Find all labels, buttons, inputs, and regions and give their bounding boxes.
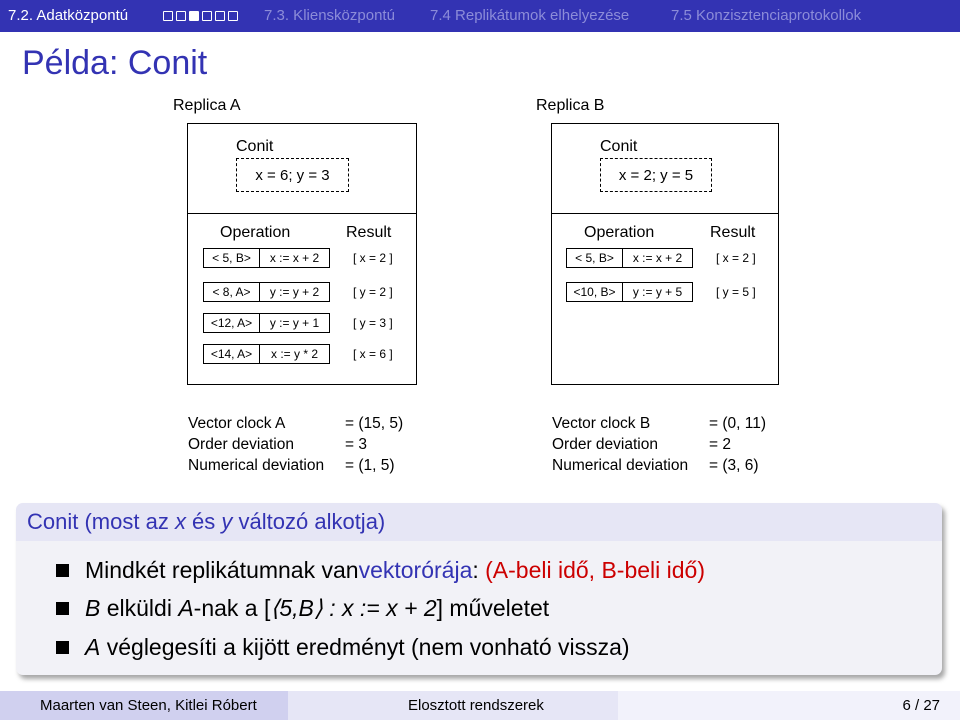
replica-b-vector-clock-label: Vector clock B xyxy=(552,415,651,432)
nav-section-7-5[interactable]: 7.5 Konzisztenciaprotokollok xyxy=(671,7,862,24)
timestamp: <10, B> xyxy=(566,282,623,302)
replica-a-conit-value: x = 6; y = 3 xyxy=(255,166,330,184)
replica-a-label: Replica A xyxy=(173,97,241,114)
operation: x := y * 2 xyxy=(260,344,330,364)
nav-section-7-3[interactable]: 7.3. Kliensközpontú xyxy=(264,7,395,24)
replica-a-order-deviation-label: Order deviation xyxy=(188,436,294,453)
replica-a-numerical-deviation-value: = (1, 5) xyxy=(345,457,395,474)
operation-formula: ⟨5,B⟩ : x := x + 2 xyxy=(270,595,437,621)
timestamp: <12, A> xyxy=(203,313,260,333)
footer xyxy=(0,691,960,720)
bullet-item-2: B elküldi A -nak a [ ⟨5,B⟩ : x := x + 2 ] műveletet xyxy=(56,595,549,622)
slide-dot-1[interactable] xyxy=(163,11,173,21)
replica-b-vector-clock-value: = (0, 11) xyxy=(709,415,767,432)
block-header xyxy=(16,503,942,541)
replica-b-result-header: Result xyxy=(710,224,756,241)
bullet-square-icon xyxy=(56,641,69,654)
bullet-square-icon xyxy=(56,602,69,615)
replica-b-label: Replica B xyxy=(536,97,605,114)
replica-b-conit-label: Conit xyxy=(600,138,638,155)
vector-clock-link[interactable]: vektorórája xyxy=(358,557,473,583)
footer-authors: Maarten van Steen, Kitlei Róbert xyxy=(0,691,288,720)
replica-a-op-row-1 xyxy=(203,248,393,268)
replica-a-conit-box xyxy=(236,158,349,192)
replica-a-conit-label: Conit xyxy=(236,138,274,155)
replica-a-result-header: Result xyxy=(346,224,392,241)
replica-b-numerical-deviation-value: = (3, 6) xyxy=(709,457,759,474)
replica-a-op-row-2 xyxy=(203,282,393,302)
slide-dot-4[interactable] xyxy=(202,11,212,21)
slide-dot-5[interactable] xyxy=(215,11,225,21)
replica-a-order-deviation-value: = 3 xyxy=(345,436,367,453)
replica-b-conit-value: x = 2; y = 5 xyxy=(618,166,694,184)
conit-info-block xyxy=(16,503,942,675)
bullet-square-icon xyxy=(56,564,69,577)
slide-dot-current[interactable] xyxy=(189,11,199,21)
replica-a-op-row-4 xyxy=(203,344,393,364)
timestamp: <14, A> xyxy=(203,344,260,364)
replica-b-op-row-2 xyxy=(566,282,756,302)
operation: x := x + 2 xyxy=(623,248,693,268)
bullet-item-3: A véglegesíti a kijött eredményt (nem vonható vissza) xyxy=(56,634,630,661)
slide-dot-6[interactable] xyxy=(228,11,238,21)
timestamp: < 5, B> xyxy=(203,248,260,268)
operation: y := y + 5 xyxy=(623,282,693,302)
replica-b-conit-box xyxy=(600,158,712,192)
operation: y := y + 2 xyxy=(260,282,330,302)
result: [ x = 6 ] xyxy=(353,347,393,361)
operation: y := y + 1 xyxy=(260,313,330,333)
footer-page-number: 6 / 27 xyxy=(618,691,960,720)
result: [ y = 2 ] xyxy=(353,285,393,299)
frame-title: Példa: Conit xyxy=(22,44,208,82)
replica-b-operation-header: Operation xyxy=(584,224,655,241)
result: [ x = 2 ] xyxy=(353,251,393,265)
replica-b-order-deviation-label: Order deviation xyxy=(552,436,658,453)
replica-a-vector-clock-label: Vector clock A xyxy=(188,415,286,432)
nav-section-7-2[interactable]: 7.2. Adatközpontú xyxy=(8,7,129,24)
block-title: Conit (most az x és y változó alkotja) xyxy=(27,509,386,534)
slide-dot-2[interactable] xyxy=(176,11,186,21)
slide-progress-dots xyxy=(163,11,238,21)
bullet-item-1: Mindkét replikátumnak van vektorórája : (A-beli idő, B-beli idő) xyxy=(56,557,705,584)
timestamp: < 5, B> xyxy=(566,248,623,268)
replica-a-op-row-3 xyxy=(203,313,393,333)
vector-clock-explanation: (A-beli idő, B-beli idő) xyxy=(485,557,706,583)
footer-course: Elosztott rendszerek xyxy=(288,691,618,720)
operation: x := x + 2 xyxy=(260,248,330,268)
result: [ x = 2 ] xyxy=(716,251,756,265)
result: [ y = 3 ] xyxy=(353,316,393,330)
replica-a-operation-header: Operation xyxy=(220,224,291,241)
replica-b-numerical-deviation-label: Numerical deviation xyxy=(552,457,689,474)
navigation-bar xyxy=(0,0,960,32)
replica-a-vector-clock-value: = (15, 5) xyxy=(345,415,404,432)
replica-b-order-deviation-value: = 2 xyxy=(709,436,731,453)
replica-a-numerical-deviation-label: Numerical deviation xyxy=(188,457,325,474)
result: [ y = 5 ] xyxy=(716,285,756,299)
replica-b-op-row-1 xyxy=(566,248,756,268)
timestamp: < 8, A> xyxy=(203,282,260,302)
nav-section-7-4[interactable]: 7.4 Replikátumok elhelyezése xyxy=(430,7,630,24)
